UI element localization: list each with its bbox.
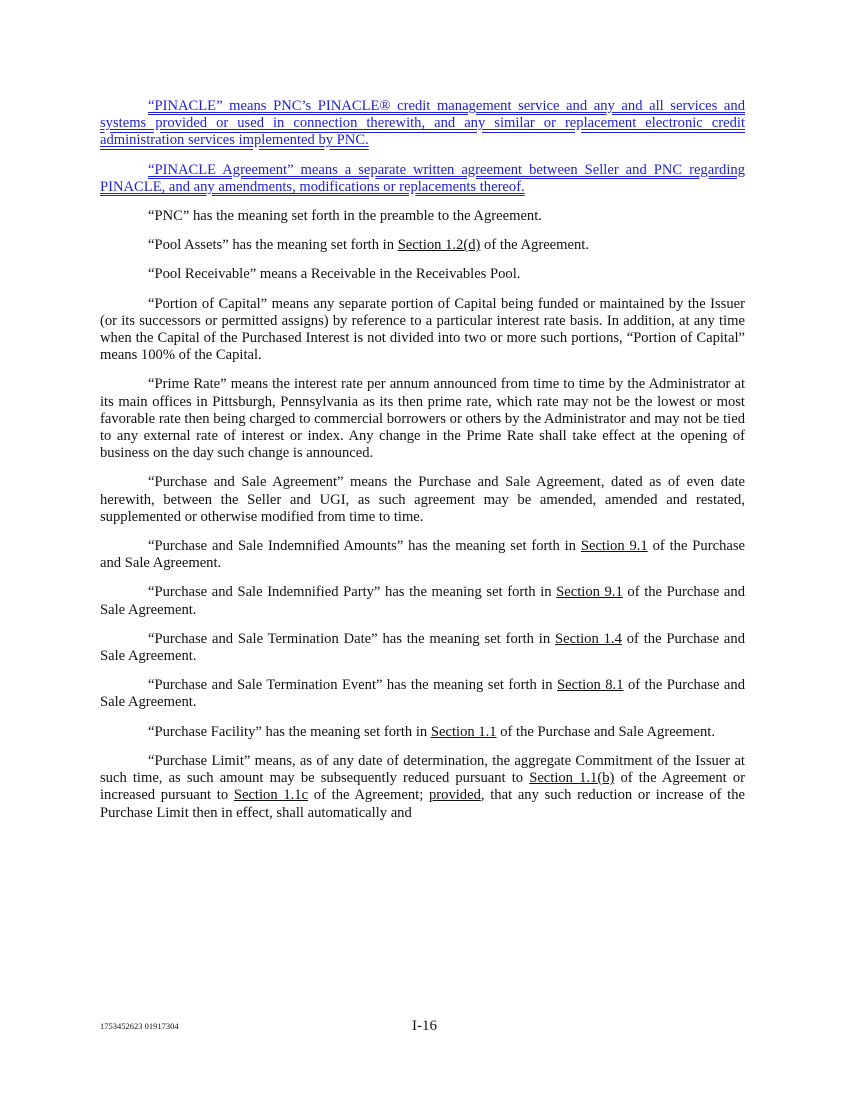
section-ref: Section 9.1 xyxy=(556,584,623,601)
section-ref: Section 1.1c xyxy=(233,787,309,804)
section-ref: Section 1.1(b) xyxy=(529,770,615,787)
definition-psa-indemnified-party: “Purchase and Sale Indemnified Party” has the meaning set forth in Section 9.1 of the Purchase and Sale Agreement. xyxy=(100,584,745,618)
page-number: I-16 xyxy=(412,1018,437,1034)
section-ref: Section 1.2(d) xyxy=(397,237,481,254)
definition-prime-rate: “Prime Rate” means the interest rate per annum announced from time to time by the Administrator at its main offices in Pittsburgh, Pennsylvania as its then prime rate, which rate may not be the lowest or most favorable rate then being charged to commercial borrowers or others by the Administrator and may not be tied to any external rate of interest or index. Any change in the Prime Rate shall take effect at the opening of business on the day such change is announced. xyxy=(100,376,745,462)
section-ref: Section 1.4 xyxy=(555,630,622,647)
definition-purchase-limit: “Purchase Limit” means, as of any date of determination, the aggregate Commitment of the Issuer at such time, as such amount may be subsequently reduced pursuant to Section 1.1(b) of the Agreement or increased pursuant to Section 1.1c of the Agreement; provided, that any such reduction or increase of the Purchase Limit then in effect, shall automatically and xyxy=(100,752,745,821)
section-ref: Section 8.1 xyxy=(557,677,624,694)
definition-purchase-and-sale-agreement: “Purchase and Sale Agreement” means the Purchase and Sale Agreement, dated as of even date herewith, between the Seller and UGI, as such agreement may be amended, amended and restated, supplemented or otherwise modified from time to time. xyxy=(100,474,745,525)
definition-pool-receivable: “Pool Receivable” means a Receivable in the Receivables Pool. xyxy=(148,266,521,283)
section-ref: Section 1.1 xyxy=(430,723,497,740)
definition-pinacle: “PINACLE” means PNC’s PINACLE® credit management service and any and all services and systems provided or used in connection therewith, and any similar or replacement electronic credit administration services implemented by PNC. xyxy=(100,98,745,149)
definition-portion-of-capital: “Portion of Capital” means any separate portion of Capital being funded or maintained by the Issuer (or its successors or permitted assigns) by reference to a particular interest rate basis. In addition, at any time when the Capital of the Purchased Interest is not divided into two or more such portions, “Portion of Capital” means 100% of the Capital. xyxy=(100,295,745,364)
provided-term: provided xyxy=(428,787,481,804)
document-body xyxy=(100,98,745,834)
definition-psa-termination-date: “Purchase and Sale Termination Date” has the meaning set forth in Section 1.4 of the Purchase and Sale Agreement. xyxy=(100,630,745,665)
definition-pinacle-agreement: “PINACLE Agreement” means a separate written agreement between Seller and PNC regarding PINACLE, and any amendments, modifications or replacements thereof. xyxy=(100,161,745,195)
section-ref: Section 9.1 xyxy=(580,538,648,555)
definition-pnc: “PNC” has the meaning set forth in the preamble to the Agreement. xyxy=(148,208,542,225)
definition-purchase-facility: “Purchase Facility” has the meaning set forth in Section 1.1 of the Purchase and Sale Agreement. xyxy=(148,723,715,740)
definition-psa-indemnified-amounts: “Purchase and Sale Indemnified Amounts” has the meaning set forth in Section 9.1 of the Purchase and Sale Agreement. xyxy=(100,538,745,572)
document-id: 1753452623 01917304 xyxy=(100,1021,179,1031)
definition-pool-assets: “Pool Assets” has the meaning set forth in Section 1.2(d) of the Agreement. xyxy=(148,237,589,254)
definition-psa-termination-event: “Purchase and Sale Termination Event” has the meaning set forth in Section 8.1 of the Purchase and Sale Agreement. xyxy=(100,677,745,711)
